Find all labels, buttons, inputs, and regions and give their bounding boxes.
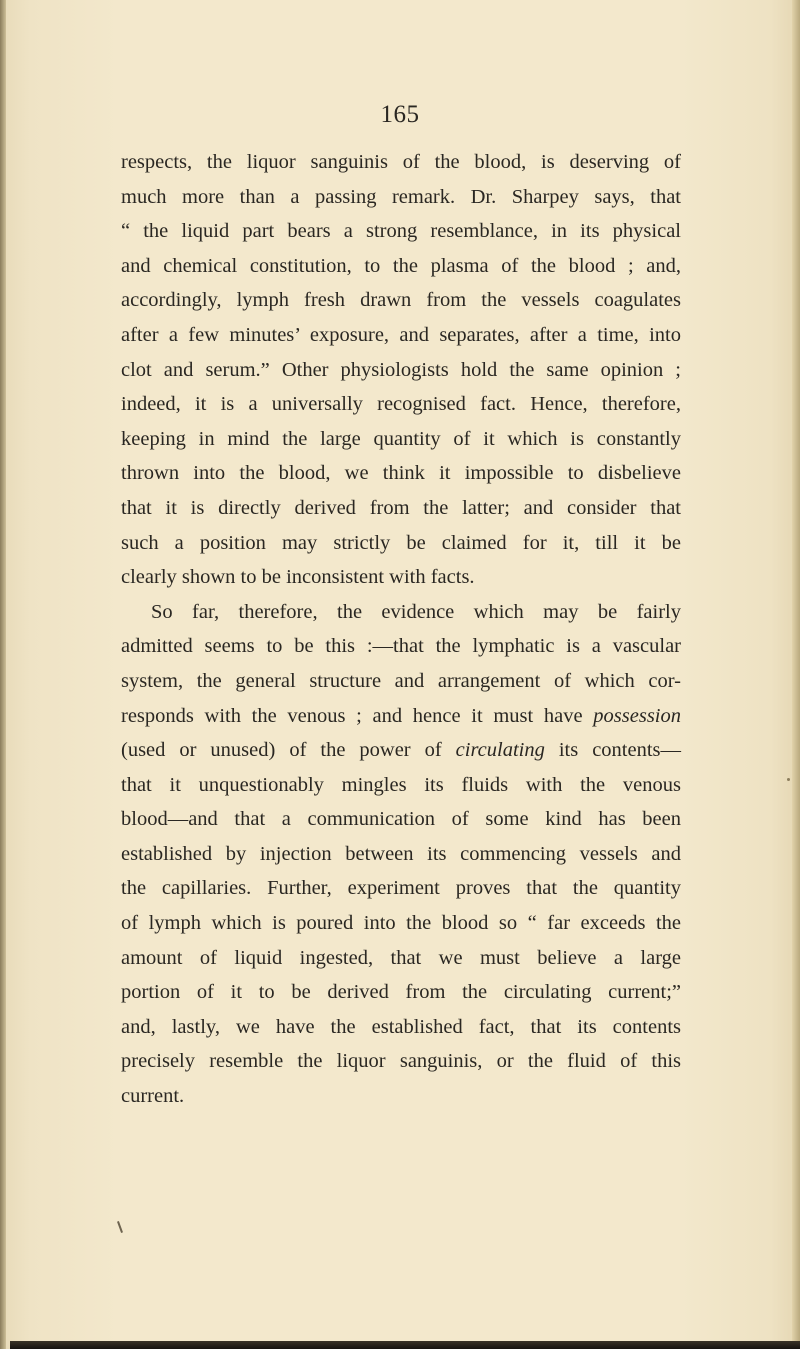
text-fragment: responds with the venous ; and hence it must have bbox=[121, 704, 583, 727]
text-line: precisely resemble the liquor sanguinis, or the fluid of this bbox=[121, 1050, 681, 1073]
text-line: such a position may strictly be claimed for it, till it be bbox=[121, 531, 681, 554]
text-line: admitted seems to be this :—that the lymphatic is a vascular bbox=[121, 635, 681, 658]
text-fragment: (used or unused) of the power of bbox=[121, 739, 442, 762]
text-line: after a few minutes’ exposure, and separates, after a time, into bbox=[121, 323, 681, 346]
text-line: much more than a passing remark. Dr. Sharpey says, that bbox=[121, 185, 681, 208]
paper-speck bbox=[787, 778, 790, 781]
text-line: clot and serum.” Other physiologists hold the same opinion ; bbox=[121, 358, 681, 381]
text-line: the capillaries. Further, experiment proves that the quantity bbox=[121, 877, 681, 900]
page-number: 165 bbox=[380, 101, 420, 128]
text-line: keeping in mind the large quantity of it which is constantly bbox=[121, 427, 681, 450]
text-line-with-italic bbox=[121, 699, 681, 734]
text-line: respects, the liquor sanguinis of the blood, is deserving of bbox=[121, 151, 681, 173]
text-line: blood—and that a communication of some kind has been bbox=[121, 808, 681, 831]
page-bottom-edge bbox=[10, 1341, 800, 1349]
page-right-edge bbox=[792, 0, 800, 1349]
text-line: and chemical constitution, to the plasma of the blood ; and, bbox=[121, 254, 681, 277]
text-line: accordingly, lymph fresh drawn from the vessels coagulates bbox=[121, 289, 681, 312]
text-line-with-italic bbox=[121, 733, 681, 768]
text-fragment: its contents— bbox=[558, 739, 682, 762]
text-line: that it is directly derived from the latter; and consider that bbox=[121, 496, 681, 519]
body-text bbox=[121, 145, 681, 1114]
italic-word: possession bbox=[593, 704, 682, 727]
text-line: thrown into the blood, we think it impossible to disbelieve bbox=[121, 462, 681, 485]
paragraph-start-line: So far, therefore, the evidence which may be fairly bbox=[151, 600, 681, 623]
pencil-mark bbox=[117, 1221, 123, 1233]
text-line: and, lastly, we have the established fact, that its contents bbox=[121, 1015, 681, 1038]
page-left-edge bbox=[0, 0, 6, 1349]
text-line: amount of liquid ingested, that we must believe a large bbox=[121, 946, 681, 969]
text-line: system, the general structure and arrangement of which cor- bbox=[121, 669, 681, 692]
text-line: established by injection between its commencing vessels and bbox=[121, 842, 681, 865]
text-line: “ the liquid part bears a strong resemblance, in its physical bbox=[121, 220, 681, 243]
text-line: of lymph which is poured into the blood so “ far exceeds the bbox=[121, 912, 681, 935]
text-line: that it unquestionably mingles its fluids with the venous bbox=[121, 773, 681, 796]
text-line: clearly shown to be inconsistent with facts. bbox=[121, 566, 475, 589]
text-line: current. bbox=[121, 1085, 185, 1108]
text-line: portion of it to be derived from the circulating current;” bbox=[121, 981, 681, 1004]
italic-word: circulating bbox=[455, 739, 545, 762]
text-line: indeed, it is a universally recognised fact. Hence, therefore, bbox=[121, 393, 681, 416]
